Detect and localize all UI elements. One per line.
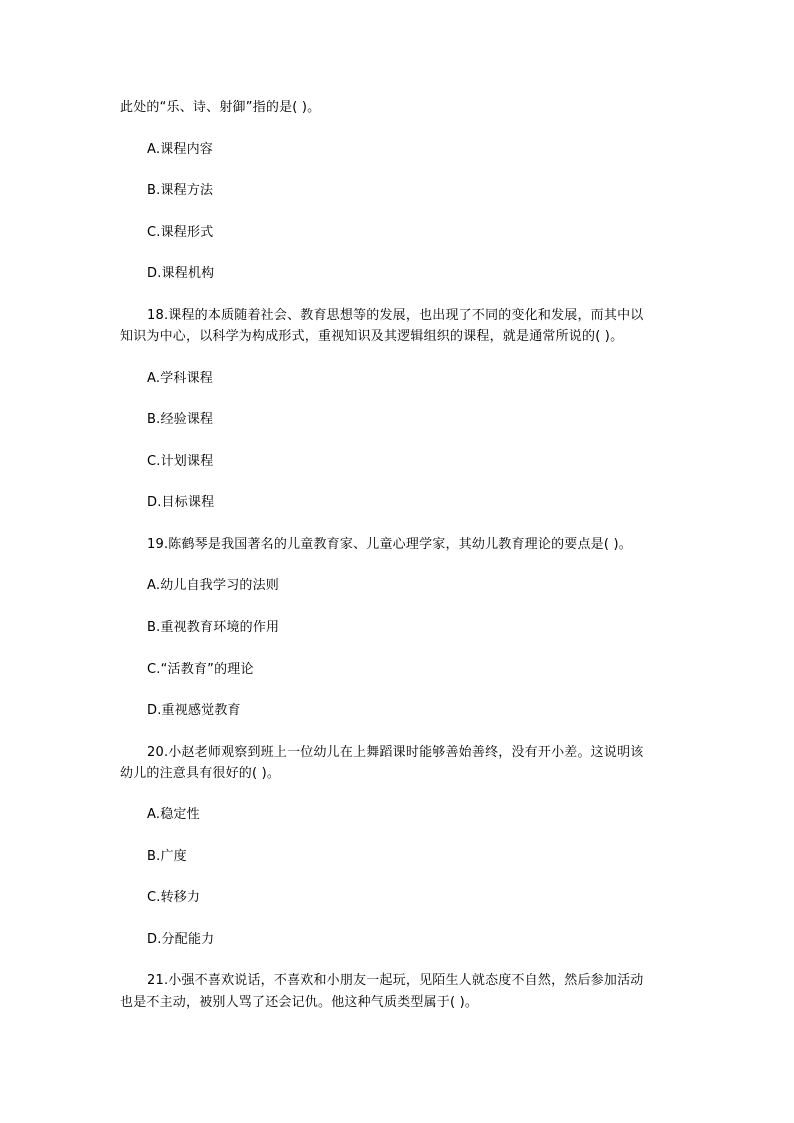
q19-stem-line1: 19.陈鹤琴是我国著名的儿童教育家、儿童心理学家，其幼儿教育理论的要点是( )。 — [147, 537, 632, 552]
q17-option-b: B.课程方法 — [147, 183, 214, 198]
q21-stem-line2: 也是不主动，被别人骂了还会记仇。他这种气质类型属于( )。 — [120, 995, 479, 1010]
q17-option-a: A.课程内容 — [147, 142, 213, 157]
q18-option-d: D.目标课程 — [147, 495, 215, 510]
q20-option-c: C.转移力 — [147, 890, 201, 905]
q18-option-a: A.学科课程 — [147, 371, 213, 386]
q18-stem-line2: 知识为中心，以科学为构成形式，重视知识及其逻辑组织的课程，就是通常所说的( )。 — [120, 329, 624, 344]
q20-option-b: B.广度 — [147, 849, 187, 864]
q19-option-a: A.幼儿自我学习的法则 — [147, 578, 279, 593]
q17-option-c: C.课程形式 — [147, 225, 214, 240]
q18-option-b: B.经验课程 — [147, 412, 214, 427]
q20-option-a: A.稳定性 — [147, 807, 200, 822]
q18-option-c: C.计划课程 — [147, 454, 214, 469]
q17-option-d: D.课程机构 — [147, 266, 215, 281]
q18-stem-line1: 18.课程的本质随着社会、教育思想等的发展，也出现了不同的变化和发展，而其中以 — [147, 308, 644, 323]
q19-option-d: D.重视感觉教育 — [147, 703, 241, 718]
q19-option-b: B.重视教育环境的作用 — [147, 620, 280, 635]
q21-stem-line1: 21.小强不喜欢说话，不喜欢和小朋友一起玩，见陌生人就态度不自然，然后参加活动 — [147, 973, 644, 988]
q19-option-c: C.“活教育”的理论 — [147, 662, 254, 677]
q20-stem-line2: 幼儿的注意具有很好的( )。 — [120, 766, 281, 781]
q17-stem-tail: 此处的“乐、诗、射御”指的是( )。 — [120, 100, 321, 115]
q20-option-d: D.分配能力 — [147, 932, 215, 947]
q20-stem-line1: 20.小赵老师观察到班上一位幼儿在上舞蹈课时能够善始善终，没有开小差。这说明该 — [147, 745, 644, 760]
